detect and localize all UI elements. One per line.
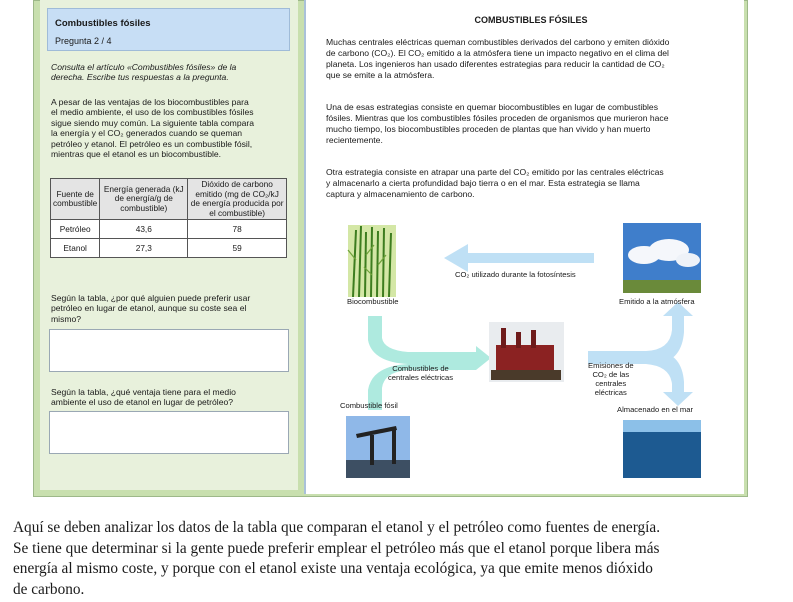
question-number: Pregunta 2 / 4 <box>55 36 112 46</box>
table-row <box>51 239 287 258</box>
arrow-biofuel <box>368 316 476 364</box>
arrow-photosynthesis <box>444 244 594 272</box>
article-title: COMBUSTIBLES FÓSILES <box>474 15 588 25</box>
label-atmosphere: Emitido a la atmósfera <box>619 297 695 306</box>
table-cell: 78 <box>188 220 287 239</box>
article-paragraph-2: Una de esas estrategias consiste en quemar biocombustibles en lugar de combustibles fósiles. Mientras que los combustibles fósiles proceden de organismos que murieron hace mucho tiempo, los biocombustibles proceden de plantas que han vivido y han muerto recientemente. <box>326 102 669 145</box>
label-fossil-fuel: Combustible fósil <box>340 401 398 410</box>
oil-pump-image <box>346 416 410 478</box>
table-row <box>51 220 287 239</box>
label-plant-fuels: Combustibles de centrales eléctricas <box>388 364 453 382</box>
table-header-row <box>51 179 287 220</box>
answer-2-field[interactable] <box>49 411 289 454</box>
article-paragraph-3: Otra estrategia consiste en atrapar una parte del CO₂ emitido por las centrales eléctricas y almacenarlo a cierta profundidad bajo tierra o en el mar. Esta estrategia se llama captura y almacenamiento de carbono. <box>326 167 664 199</box>
sky-image <box>623 223 701 293</box>
table-header: Energía generada (kJ de energía/g de combustible) <box>100 179 188 220</box>
question-title: Combustibles fósiles <box>55 18 151 29</box>
label-emissions: Emisiones de CO₂ de las centrales eléctricas <box>588 361 634 397</box>
question-1-text: Según la tabla, ¿por qué alguien puede preferir usar petróleo en lugar de etanol, aunque su coste sea el mismo? <box>51 293 251 324</box>
table-cell: 27,3 <box>100 239 188 258</box>
label-biofuel: Biocombustible <box>347 297 399 306</box>
table-cell: Etanol <box>51 239 100 258</box>
commentary-text: Aquí se deben analizar los datos de la tabla que comparan el etanol y el petróleo como fuentes de energía. Se tiene que determinar si la gente puede preferir emplear el petróleo más que el etanol porque libera más energía al mismo coste, y porque con el etanol existe una ventaja ecológica, ya que emite menos dióxido de carbono. <box>13 519 661 598</box>
instruction-text: Consulta el artículo «Combustibles fósiles» de la derecha. Escribe tus respuestas a la pregunta. <box>51 62 237 83</box>
table-header: Fuente de combustible <box>51 179 100 220</box>
label-sea-storage: Almacenado en el mar <box>617 405 693 414</box>
intro-text: A pesar de las ventajas de los biocombustibles para el medio ambiente, el uso de los combustibles fósiles sigue siendo muy común. La siguiente tabla compara la energía y el CO₂ generados cuando se queman petróleo y etanol. El petróleo es un combustible fósil, mientras que el etanol es un biocombustible. <box>51 97 255 160</box>
question-header <box>47 8 290 51</box>
arrow-emissions-down <box>646 351 693 406</box>
table-cell: 43,6 <box>100 220 188 239</box>
label-co2-photosynthesis: CO₂ utilizado durante la fotosíntesis <box>455 270 576 279</box>
carbon-cycle-diagram <box>326 220 736 490</box>
question-2-text: Según la tabla, ¿qué ventaja tiene para el medio ambiente el uso de etanol en lugar de petróleo? <box>51 387 236 408</box>
power-plant-image <box>489 322 564 382</box>
table-cell: 59 <box>188 239 287 258</box>
fuel-comparison-table <box>50 178 287 258</box>
answer-1-field[interactable] <box>49 329 289 372</box>
table-cell: Petróleo <box>51 220 100 239</box>
article-paragraph-1: Muchas centrales eléctricas queman combustibles derivados del carbono y emiten dióxido de carbono (CO₂). El CO₂ emitido a la atmósfera tiene un impacto negativo en el clima del planeta. Los ingenieros han usado diferentes estrategias para reducir la cantidad de CO₂ que se emite a la atmósfera. <box>326 37 670 80</box>
table-header: Dióxido de carbono emitido (mg de CO₂/kJ de energía producida por el combustible) <box>188 179 287 220</box>
sea-image <box>623 420 701 478</box>
corn-field-image <box>348 225 396 297</box>
